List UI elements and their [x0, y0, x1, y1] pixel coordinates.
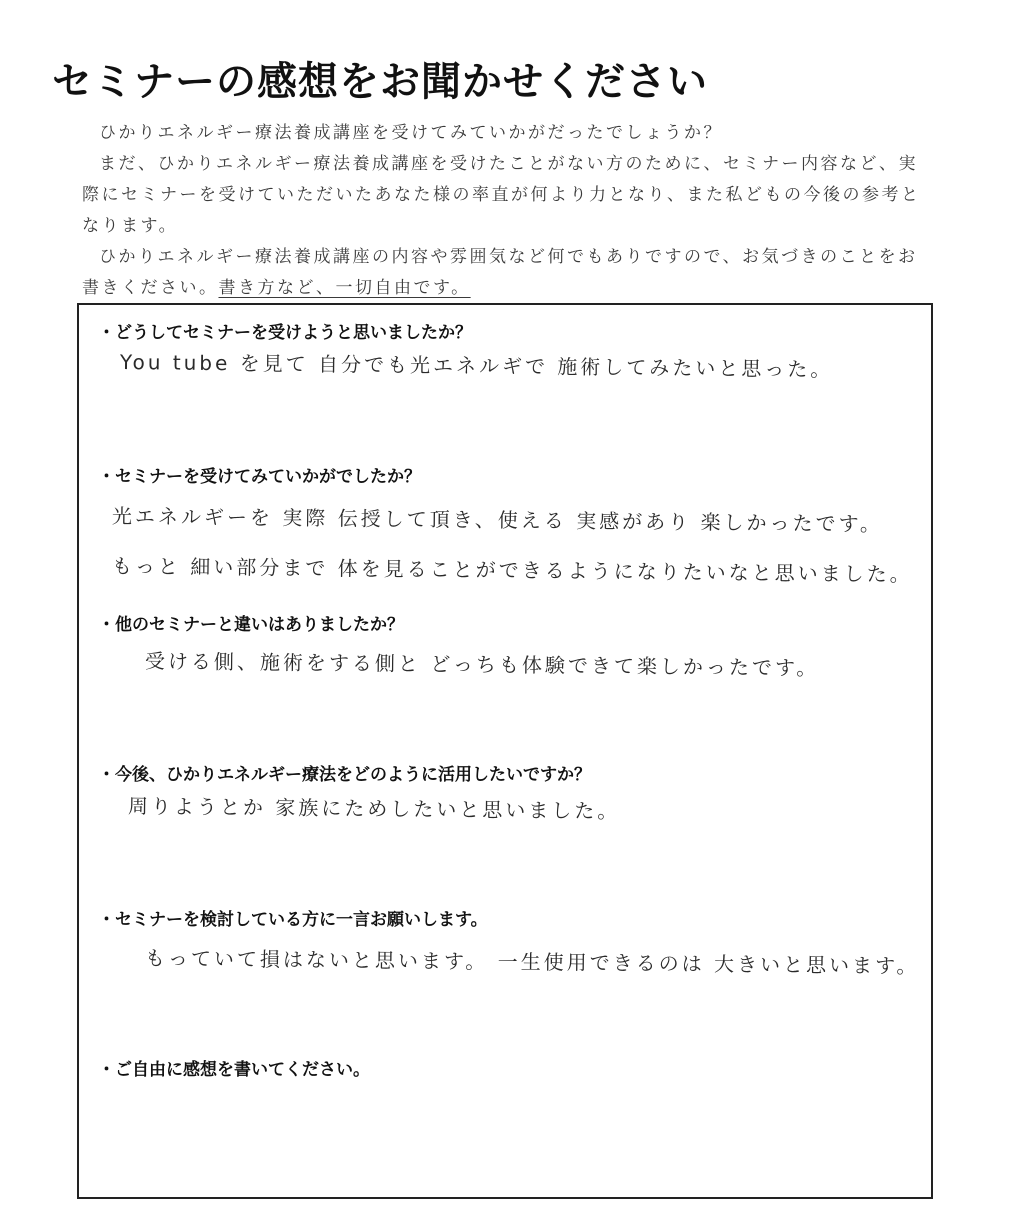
question-2: ・セミナーを受けてみていかがでしたか？	[98, 467, 421, 487]
question-3: ・他のセミナーと違いはありましたか？	[98, 615, 404, 635]
question-6: ・ご自由に感想を書いてください。	[98, 1060, 370, 1080]
answer-5: もっていて損はないと思います。 一生使用できるのは 大きいと思います。	[144, 946, 920, 979]
intro-paragraph-3-main: ひかりエネルギー療法養成講座の内容や雰囲気など何でもありですので、お気づきのことをお書きください。	[82, 247, 918, 298]
intro-paragraph-3	[82, 242, 922, 304]
question-5: ・セミナーを検討している方に一言お願いします。	[98, 910, 488, 930]
intro-paragraph-2: まだ、ひかりエネルギー療法養成講座を受けたことがない方のために、セミナー内容など、実際にセミナーを受けていただいたあなた様の率直が何より力となり、また私どもの今後の参考となります。	[82, 154, 921, 236]
answer-4: 周りようとか 家族にためしたいと思いました。	[127, 794, 621, 824]
answer-1: You tube を見て 自分でも光エネルギで 施術してみたいと思った。	[119, 350, 834, 382]
answer-2-line-1: 光エネルギーを 実際 伝授して頂き、使える 実感があり 楽しかったです。	[111, 504, 884, 537]
intro-paragraph-1: ひかりエネルギー療法養成講座を受けてみていかがだったでしょうか？	[99, 123, 723, 143]
intro-text	[82, 118, 922, 304]
intro-freeform-note: 書き方など、一切自由です。	[218, 278, 471, 298]
answer-2-line-2: もっと 細い部分まで 体を見ることができるようになりたいなと思いました。	[111, 554, 913, 587]
question-4: ・今後、ひかりエネルギー療法をどのように活用したいですか？	[98, 765, 591, 785]
question-1: ・どうしてセミナーを受けようと思いましたか？	[98, 323, 472, 343]
answer-3: 受ける側、施術をする側と どっちも体験できて楽しかったです。	[144, 649, 820, 681]
page-title: セミナーの感想をお聞かせください	[52, 59, 708, 105]
